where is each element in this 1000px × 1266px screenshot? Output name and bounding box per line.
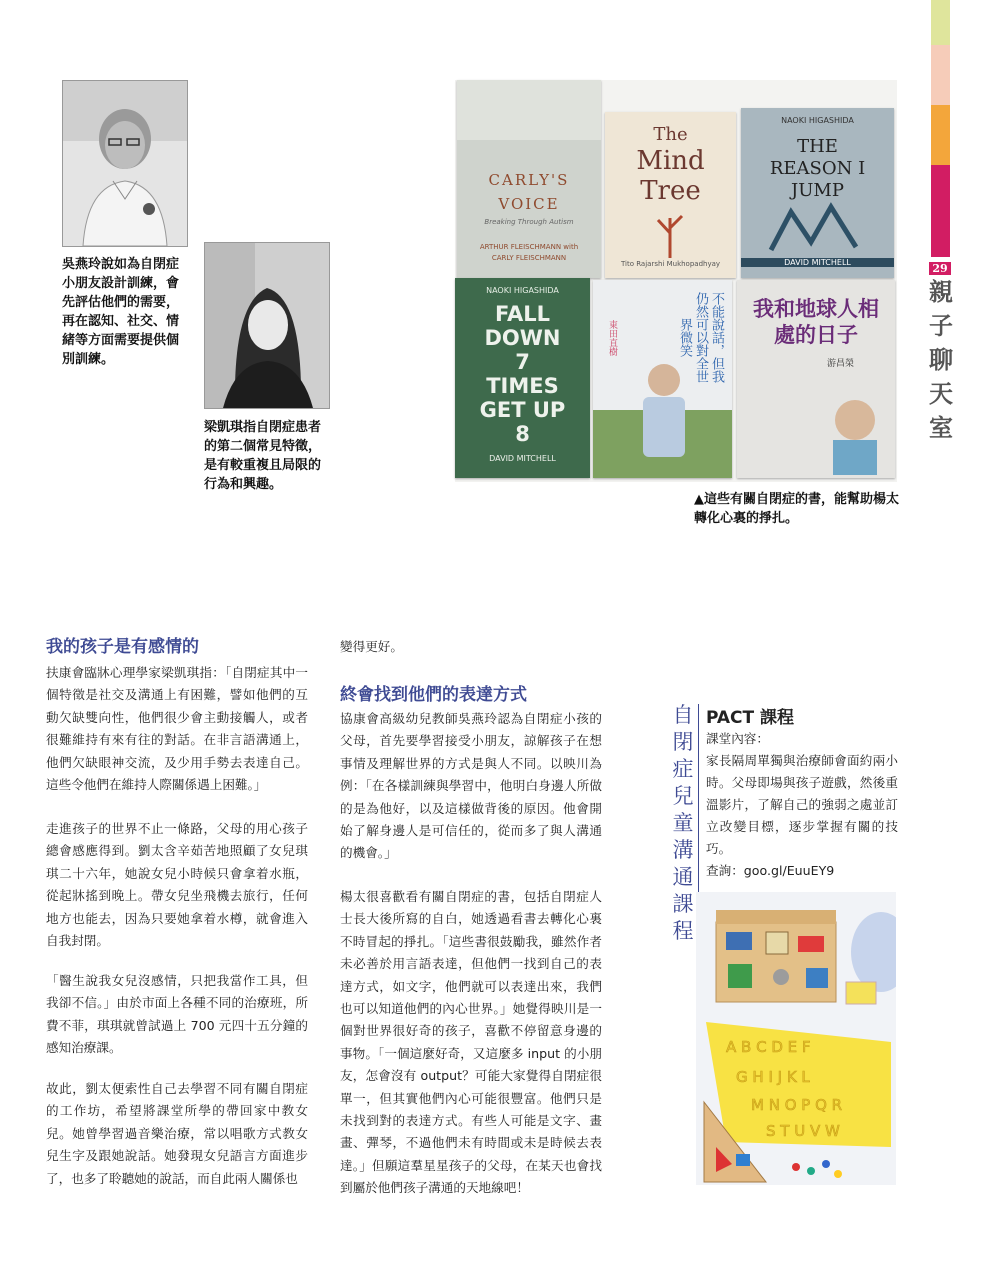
book-smile-world: 不能說話，但我仍然可以對全世界微笑 東田直樹 xyxy=(593,280,732,478)
para-3: 「醫生說我女兒沒感情，只把我當作工具，但我卻不信。」由於市面上各種不同的治療班，所費不菲，琪琪就曾試過上 700 元四十五分鐘的感知治療課。 xyxy=(46,973,308,1056)
book-earthlings: 我和地球人相處的日子 游昌榮 xyxy=(737,280,895,478)
photo-woman-glasses xyxy=(62,80,188,247)
caption-woman-long-hair: 梁凱琪指自閉症患者的第二個常見特徵，是有較重複且局限的行為和興趣。 xyxy=(204,420,322,492)
section-title: 親子聊天室 xyxy=(929,277,953,442)
toy-letters-row3: M N O P Q R xyxy=(751,1096,843,1114)
para-2: 走進孩子的世界不止一條路，父母的用心孩子總會感應得到。劉太含辛茹苦地照顧了女兒琪琪二十六年，她說女兒小時候只會拿着水瓶，從起牀搖到晚上。帶女兒坐飛機去旅行，任何地方也能去，因為只要她拿着水樽，就會進入自我封閉。 xyxy=(46,821,308,949)
para-6: 協康會高級幼兒教師吳燕玲認為自閉症小孩的父母，首先要學習接受小朋友，諒解孩子在想事情及理解世界的方式是與人不同。以映川為例：「在各樣訓練與學習中，他明白身邊人所做的是為他好，以及這樣做背後的原因。他會開始了解身邊人是可信任的，從而多了與人溝通的機會。」 xyxy=(340,711,602,861)
strip-magenta xyxy=(931,165,950,257)
sidebar-vertical-title: 自閉症兒童溝通課程 xyxy=(672,703,694,943)
toy-letters-row4: S T U V W xyxy=(766,1122,840,1140)
sidebar-body: 家長隔周單獨與治療師會面約兩小時。父母即場與孩子遊戲，然後重溫影片，了解自己的強弱之處並訂立改變目標，逐步掌握有關的技巧。 xyxy=(706,753,898,856)
strip-peach xyxy=(931,45,950,105)
sidebar-label: 課堂內容： xyxy=(706,731,769,746)
para-1: 扶康會臨牀心理學家梁凱琪指：「自閉症其中一個特徵是社交及溝通上有困難，譬如他們的互動欠缺雙向性，他們很少會主動接觸人，或者很難維持有來有往的對話。在非言語溝通上，他們欠缺眼神交流，及少用手勢去表達自己。這些令他們在維持人際關係遇上困難。」 xyxy=(46,665,308,793)
toy-letters-row2: G H I J K L xyxy=(736,1068,810,1086)
toy-photo xyxy=(696,892,896,1185)
photo-woman-long-hair xyxy=(204,242,330,409)
para-7: 楊太很喜歡看有關自閉症的書，包括自閉症人士長大後所寫的自白，她透過看書去轉化心裏不時冒起的掙扎。「這些書很鼓勵我，雖然作者未必善於用言語表達，但他們一找到自己的表達方式，如文字，他們就可以表達出來，我們也可以知道他們的內心世界。」她覺得映川是一個對世界很好奇的孩子，喜歡不停留意身邊的事物。「一個這麼好奇，又這麼多 input 的小朋友，怎會沒有 output？可能大家覺得自閉症很單一，但其實他們內心可能很豐富。他們只是未找到對的表達方式。有些人可能是文字、畫畫、彈琴，不過他們未有時間或未是時候去表達。」但願這羣星星孩子的父母，在某天也會找到屬於他們孩子溝通的天地線吧！ xyxy=(340,889,602,1196)
sidebar-heading: PACT 課程 xyxy=(706,708,795,728)
heading-feelings: 我的孩子是有感情的 xyxy=(46,637,199,657)
sidebar-link[interactable]: 查詢：goo.gl/EuuEY9 xyxy=(706,863,835,878)
toy-letters-row1: A B C D E F xyxy=(726,1038,811,1056)
book-reason-i-jump: NAOKI HIGASHIDA THE REASON I JUMP DAVID MITCHELL xyxy=(741,108,894,278)
caption-woman-glasses: 吳燕玲說如為自閉症小朋友設計訓練，會先評估他們的需要，再在認知、社交、情緒等方面需要提供個別訓練。 xyxy=(62,257,180,367)
book-fall-down-7: NAOKI HIGASHIDA FALL DOWN 7 TIMES GET UP 8 DAVID MITCHELL xyxy=(455,278,590,478)
heading-expression: 終會找到他們的表達方式 xyxy=(340,685,527,705)
caption-books: ▲這些有關自閉症的書，能幫助楊太轉化心裏的掙扎。 xyxy=(694,492,899,526)
book-carlys-voice: CARLY'S VOICE Breaking Through Autism ARTHUR FLEISCHMANN with CARLY FLEISCHMANN xyxy=(457,80,601,278)
para-5: 變得更好。 xyxy=(340,639,403,654)
book-mind-tree: The Mind Tree Tito Rajarshi Mukhopadhyay xyxy=(605,112,736,278)
books-photo xyxy=(455,80,897,482)
page-number: 29 xyxy=(929,262,951,275)
strip-orange xyxy=(931,105,950,165)
para-4: 故此，劉太便索性自己去學習不同有關自閉症的工作坊，希望將課堂所學的帶回家中教女兒。她曾學習過音樂治療，常以唱歌方式教女兒生字及跟她說話。她發現女兒語言方面進步了，也多了聆聽她的說話，而自此兩人關係也 xyxy=(46,1081,308,1186)
strip-lime xyxy=(931,0,950,45)
